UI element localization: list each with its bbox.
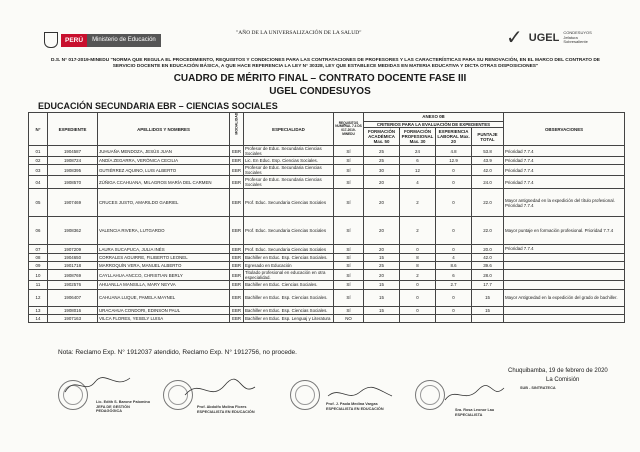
row-puntaje: 22.0: [472, 189, 504, 217]
row-number: 07: [29, 245, 48, 253]
row-observaciones: [504, 281, 625, 289]
row-expediente: 1908724: [48, 157, 98, 165]
table-row: [29, 189, 625, 217]
row-expediente: 1908362: [48, 217, 98, 245]
row-especialidad: Bachiller en Educ. Esp. Ciencias Sociales.: [244, 253, 334, 261]
decree-text: D.S. N° 017-2019-MINEDU "NORMA QUE REGULA EL PROCEDIMIENTO, REQUISITOS Y CONDICIONES PARA LAS CONTRATACIONES DE PROFESORES Y LAS CARACTERÍSTICAS PARA SU RENOVACIÓN, EN EL MARCO DEL CONTRATO DE SERVICIO DOCENTE EN EDUCACIÓN BÁSICA, A QUE HACE REFERENCIA LA LEY N° 30328, LEY QUE ESTABLECE MEDIDAS EN MATERIA EDUCATIVA Y DICTA OTRAS DISPOSICIONES": [51, 58, 600, 70]
row-number: 14: [29, 314, 48, 322]
header-especialidad: ESPECIALIDAD: [244, 113, 334, 146]
row-especialidad: Bachiller en Educ. Esp. Ciencias Sociales.: [244, 306, 334, 314]
header-criterios: CRITERIOS PARA LA EVALUACIÓN DE EXPEDIENTES: [364, 122, 504, 128]
row-formacion-academica: 15: [364, 253, 400, 261]
row-puntaje: 17.7: [472, 281, 504, 289]
row-name: CAYLLAHUA ANCCO, CHRISTIAN BERLY: [98, 270, 230, 281]
row-modalidad: EBR: [230, 245, 244, 253]
row-number: 10: [29, 270, 48, 281]
header-anexo: ANEXO 0B: [364, 113, 504, 122]
table-row: [29, 157, 625, 165]
row-puntaje: 42.0: [472, 253, 504, 261]
table-row: [29, 176, 625, 189]
row-formacion-profesional: 0: [400, 281, 436, 289]
handwritten-signature-1: [60, 370, 140, 400]
row-formacion-profesional: 8: [400, 253, 436, 261]
row-name: CRUCES JUSTO, AMARILDO GABRIEL: [98, 189, 230, 217]
row-name: LAURA SUCAPUCA, JULIA INÉS: [98, 245, 230, 253]
row-requisitos: SÍ: [334, 306, 364, 314]
row-requisitos: SÍ: [334, 289, 364, 306]
row-modalidad: EBR: [230, 306, 244, 314]
header-formacion-academica: FORMACIÓN ACADÉMICA Max. 50: [364, 128, 400, 146]
table-row: [29, 314, 625, 322]
row-expediente: 1904587: [48, 146, 98, 157]
row-requisitos: SÍ: [334, 176, 364, 189]
row-requisitos: SÍ: [334, 165, 364, 176]
row-experiencia: 0: [436, 306, 472, 314]
row-formacion-profesional: 0: [400, 289, 436, 306]
page-header: [36, 28, 616, 52]
row-expediente: 1904650: [48, 253, 98, 261]
row-formacion-academica: 20: [364, 189, 400, 217]
row-especialidad: Bachiller en Educ. Esp. Ciencias Sociales.: [244, 289, 334, 306]
row-experiencia: 4.8: [436, 146, 472, 157]
header-requisitos: REQUISITOS NUMERAL 7.4 DS 017-2019-MINEDU: [334, 113, 364, 146]
row-puntaje: 42.0: [472, 165, 504, 176]
row-modalidad: EBR: [230, 261, 244, 269]
coat-of-arms-icon: [44, 32, 58, 48]
row-modalidad: EBR: [230, 165, 244, 176]
row-formacion-academica: 25: [364, 146, 400, 157]
main-title: CUADRO DE MÉRITO FINAL – CONTRATO DOCENTE FASE III: [173, 73, 467, 84]
signature-text-5: SUB - SINTRATECA: [520, 386, 556, 390]
header-num: N°: [29, 113, 48, 146]
row-puntaje: 15: [472, 289, 504, 306]
row-experiencia: 0: [436, 217, 472, 245]
row-especialidad: Lic. En Educ. Esp. Ciencias Sociales.: [244, 157, 334, 165]
row-experiencia: 2.7: [436, 281, 472, 289]
row-formacion-academica: 15: [364, 289, 400, 306]
row-formacion-profesional: [400, 314, 436, 322]
row-requisitos: SÍ: [334, 146, 364, 157]
row-formacion-profesional: 24: [400, 146, 436, 157]
signature-text-1: Lic. Edith S. Barone Palomino JEFA DE GESTIÓN PEDAGÓGICA: [96, 400, 151, 414]
row-expediente: 1906407: [48, 289, 98, 306]
row-especialidad: Prof. Educ. Secundaria Ciencias Sociales: [244, 217, 334, 245]
row-formacion-academica: 20: [364, 217, 400, 245]
signature-text-2: Prof. Abdolfo Molina Flores ESPECIALISTA EN EDUCACIÓN: [197, 405, 255, 414]
row-modalidad: EBR: [230, 157, 244, 165]
peru-ministry-logo: [44, 32, 161, 48]
row-number: 08: [29, 253, 48, 261]
header-puntaje: PUNTAJE TOTAL: [472, 128, 504, 146]
row-name: ZÚÑIGA CCAHUANA, MILAGROS MARÍA DEL CARMEN: [98, 176, 230, 189]
row-puntaje: 15: [472, 306, 504, 314]
row-number: 01: [29, 146, 48, 157]
row-experiencia: 0: [436, 289, 472, 306]
row-observaciones: Prioridad 7.7.4: [504, 165, 625, 176]
row-observaciones: [504, 314, 625, 322]
row-formacion-profesional: 2: [400, 189, 436, 217]
row-name: CAHUANA LUQUE, PAMELA MAYNEL: [98, 289, 230, 306]
row-formacion-profesional: 0: [400, 245, 436, 253]
row-observaciones: Mayor puntaje en formación profesional. Prioridad 7.7.4: [504, 217, 625, 245]
row-expediente: 1901718: [48, 261, 98, 269]
row-requisitos: SÍ: [334, 253, 364, 261]
row-especialidad: Profesor de Educ. Secundaria Ciencias Sociales: [244, 146, 334, 157]
row-number: 12: [29, 289, 48, 306]
row-observaciones: Prioridad 7.7.4: [504, 157, 625, 165]
sub-title: UGEL CONDESUYOS: [269, 86, 371, 97]
row-number: 04: [29, 176, 48, 189]
table-row: [29, 245, 625, 253]
row-name: VALENCIA RIVERA, LUTGARDO: [98, 217, 230, 245]
row-formacion-academica: 20: [364, 270, 400, 281]
row-modalidad: EBR: [230, 289, 244, 306]
row-name: URACAHUA CONDORI, EDINSON PAUL: [98, 306, 230, 314]
merit-table: [28, 112, 625, 323]
handwritten-signature-3: [320, 378, 400, 408]
row-especialidad: Titulado profesional en educación en otra especialidad.: [244, 270, 334, 281]
row-formacion-academica: 20: [364, 245, 400, 253]
row-modalidad: EBR: [230, 189, 244, 217]
row-formacion-profesional: 8: [400, 261, 436, 269]
table-row: [29, 253, 625, 261]
row-formacion-academica: [364, 314, 400, 322]
row-requisitos: SÍ: [334, 189, 364, 217]
row-experiencia: 0: [436, 165, 472, 176]
row-number: 05: [29, 189, 48, 217]
row-observaciones: Prioridad 7.7.4: [504, 245, 625, 253]
row-formacion-profesional: 2: [400, 217, 436, 245]
header-formacion-profesional: FORMACIÓN PROFESIONAL Max. 30: [400, 128, 436, 146]
row-requisitos: SÍ: [334, 245, 364, 253]
row-expediente: 1907163: [48, 314, 98, 322]
row-formacion-profesional: 12: [400, 165, 436, 176]
row-modalidad: EBR: [230, 281, 244, 289]
row-expediente: 1908769: [48, 270, 98, 281]
row-formacion-academica: 30: [364, 165, 400, 176]
header-expediente: EXPEDIENTE: [48, 113, 98, 146]
section-title: EDUCACIÓN SECUNDARIA EBR – CIENCIAS SOCIALES: [38, 101, 278, 111]
row-name: AHUANLLA MANSILLA, MARY NEYVA: [98, 281, 230, 289]
row-observaciones: [504, 306, 625, 314]
row-experiencia: 4: [436, 253, 472, 261]
table-row: [29, 217, 625, 245]
ugel-subtitle: CONDESUYOS Jefatura Sobresaliente: [563, 30, 592, 45]
row-observaciones: Prioridad 7.7.4: [504, 146, 625, 157]
row-name: ANDÍA ZEGARRA, VERÓNICA CECILIA: [98, 157, 230, 165]
row-especialidad: Egresado en Educación: [244, 261, 334, 269]
row-especialidad: Profesor de Educ. Secundaria Ciencias Sociales: [244, 176, 334, 189]
row-experiencia: 0: [436, 176, 472, 189]
row-puntaje: 24.0: [472, 176, 504, 189]
row-modalidad: EBR: [230, 253, 244, 261]
row-observaciones: Prioridad 7.7.4: [504, 176, 625, 189]
row-expediente: 1907209: [48, 245, 98, 253]
row-especialidad: Bachiller en Educ. Esp. Lenguaj y Literatura: [244, 314, 334, 322]
row-especialidad: Prof. Educ. Secundaria Ciencias Sociales: [244, 189, 334, 217]
checkmark-icon: ✓: [506, 27, 523, 49]
signature-text-4: Sra. Rosa Leonor Lau ESPECIALISTA: [455, 408, 495, 417]
row-name: JUHUAÑA MENDOZA, JESÚS JUAN: [98, 146, 230, 157]
table-row: [29, 306, 625, 314]
place-date: Chuquibamba, 19 de febrero de 2020: [508, 368, 608, 374]
header-nombres: APELLIDOS Y NOMBRES: [98, 113, 230, 146]
row-especialidad: Prof. Educ. Secundaria Ciencias Sociales: [244, 245, 334, 253]
row-name: MARROQUÍN VERA, MANUEL ALBERTO: [98, 261, 230, 269]
seal-icon: [290, 380, 320, 410]
row-formacion-academica: 25: [364, 157, 400, 165]
ugel-logo: [506, 28, 603, 48]
header-experiencia: EXPERIENCIA LABORAL Max. 20: [437, 128, 470, 145]
row-name: CORRALES AGUIRRE, FILIBERTO LEONEL: [98, 253, 230, 261]
row-formacion-profesional: 4: [400, 176, 436, 189]
row-requisitos: SÍ: [334, 270, 364, 281]
row-formacion-academica: 15: [364, 306, 400, 314]
row-observaciones: [504, 270, 625, 281]
row-requisitos: SÍ: [334, 261, 364, 269]
row-number: 13: [29, 306, 48, 314]
row-puntaje: 43.9: [472, 157, 504, 165]
year-title: "AÑO DE LA UNIVERSALIZACIÓN DE LA SALUD": [236, 30, 362, 36]
row-number: 06: [29, 217, 48, 245]
row-modalidad: EBR: [230, 270, 244, 281]
row-modalidad: EBR: [230, 217, 244, 245]
peru-label: PERÚ: [61, 34, 87, 47]
row-observaciones: Mayor Antigüedad en la expedición del grado de bachiller.: [504, 289, 625, 306]
row-formacion-academica: 20: [364, 176, 400, 189]
ugel-brand: UGEL: [528, 32, 560, 44]
row-observaciones: [504, 261, 625, 269]
row-number: 03: [29, 165, 48, 176]
row-experiencia: 6: [436, 270, 472, 281]
handwritten-signature-2: [180, 375, 260, 405]
row-experiencia: [436, 314, 472, 322]
row-name: GUTIÉRREZ AQUINO, LUIS ALBERTO: [98, 165, 230, 176]
row-puntaje: 39.6: [472, 261, 504, 269]
table-row: [29, 289, 625, 306]
row-expediente: 1908570: [48, 176, 98, 189]
row-puntaje: 22.0: [472, 217, 504, 245]
row-observaciones: [504, 253, 625, 261]
row-modalidad: EBR: [230, 176, 244, 189]
row-number: 11: [29, 281, 48, 289]
row-especialidad: Bachiller en Educ. Ciencias Sociales.: [244, 281, 334, 289]
row-formacion-profesional: 6: [400, 157, 436, 165]
row-puntaje: 20.0: [472, 245, 504, 253]
row-requisitos: SÍ: [334, 217, 364, 245]
row-formacion-academica: 15: [364, 281, 400, 289]
row-formacion-profesional: 2: [400, 270, 436, 281]
row-name: VILCA FLORES, YESELY LUISA: [98, 314, 230, 322]
signature-block-3: [290, 380, 320, 410]
header-observaciones: OBSERVACIONES: [504, 113, 625, 146]
table-row: [29, 281, 625, 289]
row-modalidad: EBR: [230, 146, 244, 157]
footer-note: Nota: Reclamo Exp. N° 1912037 atendido, Reclamo Exp. N° 1912756, no procede.: [58, 349, 297, 356]
row-puntaje: 53.8: [472, 146, 504, 157]
row-formacion-profesional: 0: [400, 306, 436, 314]
row-experiencia: 0: [436, 189, 472, 217]
row-observaciones: Mayor antigüedad en la expedición del título profesional. Prioridad 7.7.4: [504, 189, 625, 217]
commission-label: La Comisión: [546, 377, 580, 383]
row-modalidad: EBR: [230, 314, 244, 322]
table-row: [29, 146, 625, 157]
table-row: [29, 270, 625, 281]
handwritten-signature-4: [440, 380, 510, 410]
signature-text-3: Prof. J. Paola Medina Vargas ESPECIALISTA EN EDUCACIÓN: [326, 402, 384, 411]
row-number: 02: [29, 157, 48, 165]
table-row: [29, 261, 625, 269]
header-modalidad: MODALIDAD: [230, 113, 244, 146]
ministry-label: Ministerio de Educación: [87, 34, 161, 47]
row-expediente: 1908016: [48, 306, 98, 314]
row-especialidad: Profesor de Educ. Secundaria Ciencias Sociales: [244, 165, 334, 176]
row-formacion-academica: 25: [364, 261, 400, 269]
row-experiencia: 12.9: [436, 157, 472, 165]
row-puntaje: 28.0: [472, 270, 504, 281]
row-expediente: 1902576: [48, 281, 98, 289]
row-requisitos: NO: [334, 314, 364, 322]
row-requisitos: SÍ: [334, 281, 364, 289]
row-experiencia: 8.6: [436, 261, 472, 269]
row-expediente: 1908395: [48, 165, 98, 176]
row-experiencia: 0: [436, 245, 472, 253]
table-row: [29, 165, 625, 176]
row-puntaje: [472, 314, 504, 322]
row-expediente: 1907469: [48, 189, 98, 217]
row-requisitos: SÍ: [334, 157, 364, 165]
row-number: 09: [29, 261, 48, 269]
